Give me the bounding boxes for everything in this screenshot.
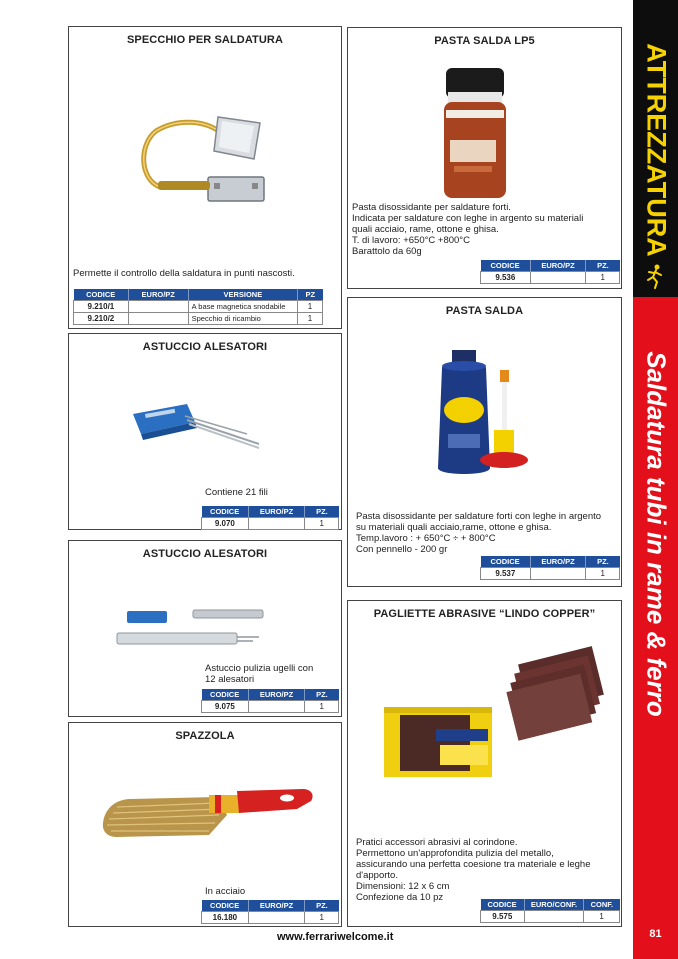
spec-table: CODICE EURO/CONF. CONF. 9.575 1 [480,899,620,923]
product-title: PAGLIETTE ABRASIVE “LINDO COPPER” [373,608,596,620]
product-description: Pratici accessori abrasivi al corindone. Permettono un'approfondita pulizia del metallo, assicurando una perfetta coesione tra materiale e leghe d'apporto. Dimensioni: 12 x 6 cm Confezione da 10 pz [356,837,591,903]
product-astuccio-1 [68,333,342,530]
table-row: 9.210/1 A base magnetica snodabile 1 [74,300,323,312]
product-pasta-lp5 [347,27,622,289]
product-pagliette [347,600,622,927]
product-astuccio-2 [68,540,342,717]
spec-table: CODICE EURO/PZ PZ. 9.536 1 [480,260,620,284]
flux-can-image [428,348,538,478]
product-description: Pasta disossidante per saldature forti. Indicata per saldature con leghe in argento su materiali quali acciaio, rame, ottone e ghisa. T. di lavoro: +650°C +800°C Barattolo da 60g [352,202,584,257]
product-description: Astuccio pulizia ugelli con 12 alesatori [205,663,314,685]
col-pz: PZ [298,289,323,300]
table-row: 16.180 1 [202,911,339,923]
product-title: PASTA SALDA [445,305,524,317]
wire-brush-image [97,785,317,849]
footer-url[interactable]: www.ferrariwelcome.it [277,931,394,943]
table-row: 9.575 1 [481,910,620,922]
abrasive-pads-image [378,633,608,793]
spec-table: CODICE EURO/PZ PZ. 9.075 1 [201,689,339,713]
product-description: Permette il controllo della saldatura in punti nascosti. [73,268,295,279]
product-description: In acciaio [205,886,246,897]
product-title: SPAZZOLA [175,730,235,742]
col-code: CODICE [74,289,129,300]
product-title: ASTUCCIO ALESATORI [142,341,268,353]
table-row: 9.536 1 [481,271,620,283]
side-band [633,0,678,959]
spec-table: CODICE EURO/PZ PZ. 16.180 1 [201,900,339,924]
runner-icon [645,263,665,289]
table-row: 9.070 1 [202,517,339,529]
product-title: ASTUCCIO ALESATORI [142,548,268,560]
table-row: 9.210/2 Specchio di ricambio 1 [74,312,323,324]
section-band [633,297,678,959]
product-title: SPECCHIO PER SALDATURA [126,34,283,46]
page-number: 81 [649,928,662,940]
product-specchio [68,26,342,329]
mirror-image [134,109,274,219]
col-price: EURO/PZ [128,289,188,300]
paste-jar-image [440,66,510,200]
reamer-case-image [127,394,267,454]
spec-table: CODICE EURO/PZ PZ. 9.537 1 [480,556,620,580]
section-title: Saldatura tubi in rame & ferro [641,351,671,717]
category-band [633,0,678,297]
product-spazzola [68,722,342,927]
product-description: Contiene 21 fili [205,487,268,498]
table-row: 9.537 1 [481,567,620,579]
product-pasta-salda [347,297,622,587]
category-title: ATTREZZATURA [641,43,671,257]
table-row: 9.075 1 [202,700,339,712]
spec-table [73,289,323,325]
spec-table: CODICE EURO/PZ PZ. 9.070 1 [201,506,339,530]
col-version: VERSIONE [188,289,297,300]
product-description: Pasta disossidante per saldature forti con leghe in argento su materiali quali acciaio,rame, ottone e ghisa. Temp.lavoro : + 650°C ÷ + 800°C Con pennello - 200 gr [356,511,602,555]
nozzle-cleaner-image [113,601,273,651]
product-title: PASTA SALDA LP5 [434,35,535,47]
